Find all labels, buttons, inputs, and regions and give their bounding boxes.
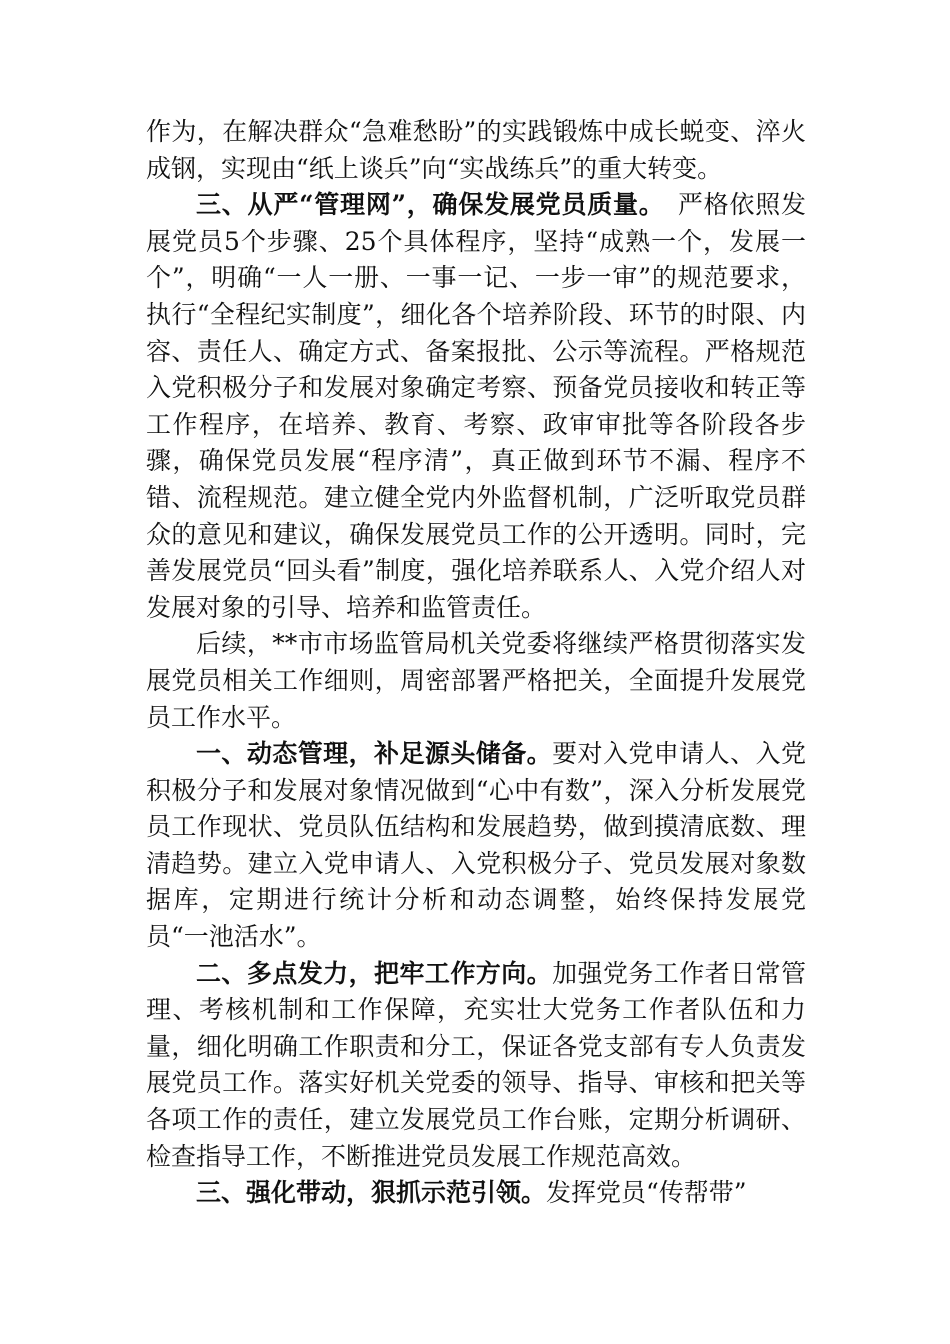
paragraph-text: 要对入党申请人、入党积极分子和发展对象情况做到“心中有数”，深入分析发展党员工作现状、党员队伍结构和发展趋势，做到摸清底数、理清趋势。建立入党申请人、入党积极分子、党员发展对象数据库，定期进行统计分析和动态调整，始终保持发展党员“一池活水”。	[146, 739, 806, 952]
paragraph-text: 发挥党员“传帮带”	[546, 1178, 747, 1208]
paragraph-text: 后续，**市市场监管局机关党委将继续严格贯彻落实发展党员相关工作细则，周密部署严格把关，全面提升发展党员工作水平。	[146, 629, 806, 732]
paragraph-heading: 二、多点发力，把牢工作方向。	[196, 958, 553, 988]
document-body	[146, 114, 806, 1212]
paragraph-section-one-dynamic	[146, 736, 806, 956]
paragraph-section-three-demonstration	[146, 1175, 806, 1212]
paragraph-text: 作为，在解决群众“急难愁盼”的实践锻炼中成长蜕变、淬火成钢，实现由“纸上谈兵”向“实战练兵”的重大转变。	[146, 117, 806, 183]
paragraph-section-three-management	[146, 187, 806, 626]
paragraph-text: 加强党务工作者日常管理、考核机制和工作保障，充实壮大党务工作者队伍和力量，细化明确工作职责和分工，保证各党支部有专人负责发展党员工作。落实好机关党委的领导、指导、审核和把关等各项工作的责任，建立发展党员工作台账，定期分析调研、检查指导工作，不断推进党员发展工作规范高效。	[146, 958, 806, 1171]
paragraph-continuation	[146, 114, 806, 187]
paragraph-heading: 一、动态管理，补足源头储备。	[196, 739, 553, 769]
paragraph-heading: 三、强化带动，狠抓示范引领。	[196, 1178, 547, 1208]
paragraph-heading: 三、从严“管理网”，确保发展党员质量。	[196, 190, 653, 220]
paragraph-text: 严格依照发展党员5个步骤、25个具体程序，坚持“成熟一个，发展一个”，明确“一人一册、一事一记、一步一审”的规范要求，执行“全程纪实制度”，细化各个培养阶段、环节的时限、内容、责任人、确定方式、备案报批、公示等流程。严格规范入党积极分子和发展对象确定考察、预备党员接收和转正等工作程序，在培养、教育、考察、政审审批等各阶段各步骤，确保党员发展“程序清”，真正做到环节不漏、程序不错、流程规范。建立健全党内外监督机制，广泛听取党员群众的意见和建议，确保发展党员工作的公开透明。同时，完善发展党员“回头看”制度，强化培养联系人、入党介绍人对发展对象的引导、培养和监管责任。	[146, 190, 806, 622]
paragraph-follow-up	[146, 626, 806, 736]
paragraph-section-two-multipoint	[146, 956, 806, 1176]
